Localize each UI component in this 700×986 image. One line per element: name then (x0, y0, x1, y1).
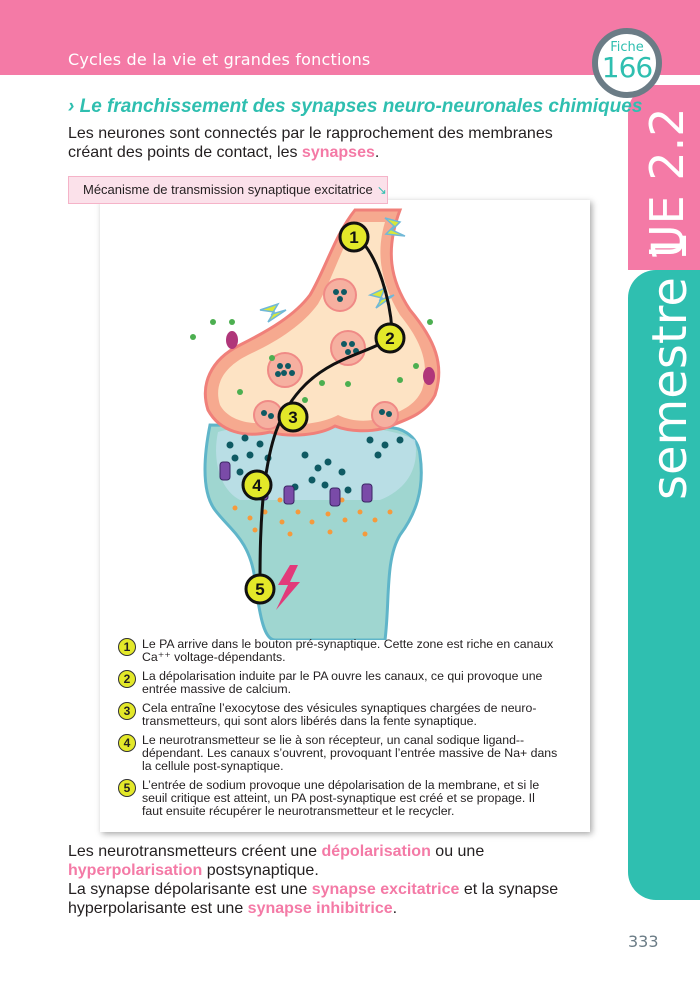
vesicle (372, 402, 398, 428)
footer-line-2 (68, 880, 588, 918)
step-item-1 (118, 638, 558, 664)
step-item-5 (118, 779, 558, 818)
footer-text: ou une (430, 843, 485, 860)
step-item-3 (118, 702, 558, 728)
vesicle (331, 331, 365, 365)
fiche-number: 166 (601, 51, 653, 84)
arrow-down-right-icon: ↘ (376, 183, 387, 197)
step-marker-4 (243, 471, 271, 499)
step-marker-2 (376, 324, 404, 352)
intro-highlight: synapses (301, 144, 375, 161)
step-badge-4: 4 (118, 734, 136, 752)
footer-text: . (392, 900, 398, 917)
vesicle (324, 279, 356, 311)
step-marker-1 (340, 223, 368, 251)
step-text-1: Le PA arrive dans le bouton pré-synaptique. Cette zone est riche en canaux Ca⁺⁺ voltage-dépendants. (142, 637, 554, 664)
step-badge-3: 3 (118, 702, 136, 720)
step-marker-4-label: 4 (252, 476, 262, 495)
fiche-badge (592, 28, 662, 98)
intro-end: . (374, 144, 380, 161)
footer-paragraph (68, 842, 588, 918)
step-badge-5: 5 (118, 779, 136, 797)
fiche-label: Fiche (610, 40, 644, 55)
ue-label: UE 2.2 (640, 107, 694, 258)
step-text-4: Le neurotransmetteur se lie à son récepteur, un canal sodique ligand--dépendant. Les canaux s’ouvrent, provoquant l’entrée massive de Na+ dans la cellule post-synaptique. (142, 733, 558, 773)
intro-text: Les neurones sont connectés par le rapprochement des membranes créant des points de contact, les (68, 125, 553, 161)
step-badge-1: 1 (118, 638, 136, 656)
step-marker-3-label: 3 (288, 408, 298, 427)
highlight-synapse-inhibitrice: synapse inhibitrice (247, 900, 393, 917)
step-item-4 (118, 734, 558, 773)
step-marker-3 (279, 403, 307, 431)
step-marker-2-label: 2 (385, 329, 395, 348)
section-title: Cycles de la vie et grandes fonctions (68, 50, 371, 69)
step-marker-5-label: 5 (255, 580, 265, 599)
semester-label: semestre 1 (642, 231, 698, 500)
intro-paragraph (68, 124, 588, 162)
page-title: › Le franchissement des synapses neuro-neuronales chimiques (68, 96, 643, 117)
step-item-2 (118, 670, 558, 696)
figure-label-text: Mécanisme de transmission synaptique excitatrice (83, 182, 373, 197)
highlight-synapse-excitatrice: synapse excitatrice (311, 881, 460, 898)
footer-text: postsynaptique. (202, 862, 319, 879)
highlight-hyperpolarisation: hyperpolarisation (68, 862, 203, 879)
synapse-diagram (100, 200, 590, 640)
highlight-depolarisation: dépolarisation (321, 843, 431, 860)
step-text-2: La dépolarisation induite par le PA ouvre les canaux, ce qui provoque une entrée massive de calcium. (142, 669, 543, 696)
step-marker-1-label: 1 (349, 228, 359, 247)
step-text-5: L’entrée de sodium provoque une dépolarisation de la membrane, et si le seuil critique est atteint, un PA post-synaptique est créé et se propage. Il faut ensuite récupérer le neurotransmetteur et le recycler. (142, 778, 540, 818)
step-marker-5 (246, 575, 274, 603)
steps-legend (118, 638, 558, 824)
footer-text: et la synapse hyperpolarisante est une (68, 881, 559, 917)
footer-text: Les neurotransmetteurs créent une (68, 843, 322, 860)
step-text-3: Cela entraîne l’exocytose des vésicules synaptiques chargées de neuro-transmetteurs, qui sont alors libérés dans la fente synaptique. (142, 701, 537, 728)
footer-line-1 (68, 842, 588, 880)
page-number: 333 (628, 932, 659, 951)
step-badge-2: 2 (118, 670, 136, 688)
footer-text: La synapse dépolarisante est une (68, 881, 312, 898)
